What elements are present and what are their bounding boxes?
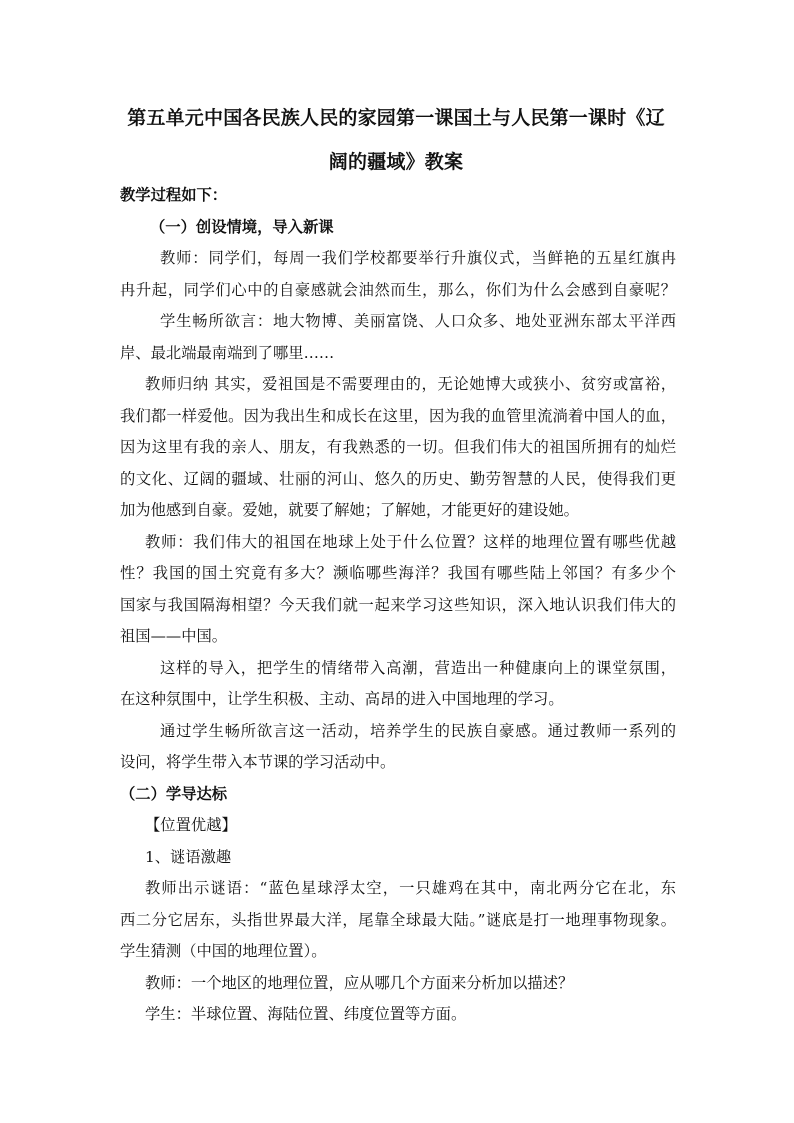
document-title xyxy=(118,96,674,184)
paragraph-line: 这样的导入，把学生的情绪带入高潮，营造出一种健康向上的课堂氛围， xyxy=(160,658,676,677)
paragraph-line: 加为他感到自豪。爱她，就要了解她；了解她，才能更好的建设她。 xyxy=(120,501,579,519)
paragraph-line: 的文化、辽阔的疆域、壮丽的河山、悠久的历史、勤劳智慧的人民，使得我们更 xyxy=(120,469,676,488)
paragraph-line: 因为这里有我的亲人、朋友，有我熟悉的一切。但我们伟大的祖国所拥有的灿烂 xyxy=(120,438,676,456)
title-line-1: 第五单元中国各民族人民的家园第一课国土与人民第一课时《辽 xyxy=(127,107,665,129)
paragraph-line: 教师归纳 其实，爱祖国是不需要理由的，无论她博大或狭小、贫穷或富裕， xyxy=(145,375,676,393)
paragraph-line: 设问，将学生带入本节课的学习活动中。 xyxy=(120,753,396,771)
paragraph-line: 在这种氛围中，让学生积极、主动、高昂的进入中国地理的学习。 xyxy=(120,690,564,708)
subsection-heading: 【位置优越】 xyxy=(145,816,237,834)
paragraph-line: 祖国——中国。 xyxy=(120,627,228,645)
paragraph-line: 性？我国的国土究竟有多大？濒临哪些海洋？我国有哪些陆上邻国？有多少个 xyxy=(120,564,676,582)
paragraph-line: 通过学生畅所欲言这一活动，培养学生的民族自豪感。通过教师一系列的 xyxy=(160,721,676,740)
paragraph-line: 教师：同学们，每周一我们学校都要举行升旗仪式，当鲜艳的五星红旗冉 xyxy=(160,249,676,267)
paragraph-line: 岸、最北端最南端到了哪里…… xyxy=(120,343,335,362)
paragraph-line: 教师出示谜语：“蓝色星球浮太空，一只雄鸡在其中，南北两分它在北，东 xyxy=(145,879,676,897)
paragraph-line: 学生：半球位置、海陆位置、纬度位置等方面。 xyxy=(145,1005,467,1023)
paragraph-line: 国家与我国隔海相望？今天我们就一起来学习这些知识，深入地认识我们伟大的 xyxy=(120,595,676,614)
list-item-heading: 1、谜语激趣 xyxy=(145,847,232,866)
paragraph-line: 冉升起，同学们心中的自豪感就会油然而生，那么，你们为什么会感到自豪呢？ xyxy=(120,280,676,299)
section-heading-1: （一）创设情境，导入新课 xyxy=(150,217,334,236)
paragraph-line: 我们都一样爱他。因为我出生和成长在这里，因为我的血管里流淌着中国人的血， xyxy=(120,406,676,425)
paragraph-line: 学生猜测（中国的地理位置）。 xyxy=(120,942,327,960)
section-heading-2: （二）学导达标 xyxy=(120,784,228,803)
document-body xyxy=(120,180,676,1031)
paragraph-line: 教师：一个地区的地理位置，应从哪几个方面来分析加以描述？ xyxy=(145,973,574,992)
paragraph-line: 学生畅所欲言：地大物博、美丽富饶、人口众多、地处亚洲东部太平洋西 xyxy=(160,312,676,330)
section-heading-process: 教学过程如下： xyxy=(120,186,228,204)
paragraph-line: 教师：我们伟大的祖国在地球上处于什么位置？这样的地理位置有哪些优越 xyxy=(145,532,676,551)
paragraph-line: 西二分它居东，头指世界最大洋，尾靠全球最大陆。”谜底是打一地理事物现象。 xyxy=(120,910,676,929)
title-line-2: 阔的疆域》教案 xyxy=(328,151,464,173)
